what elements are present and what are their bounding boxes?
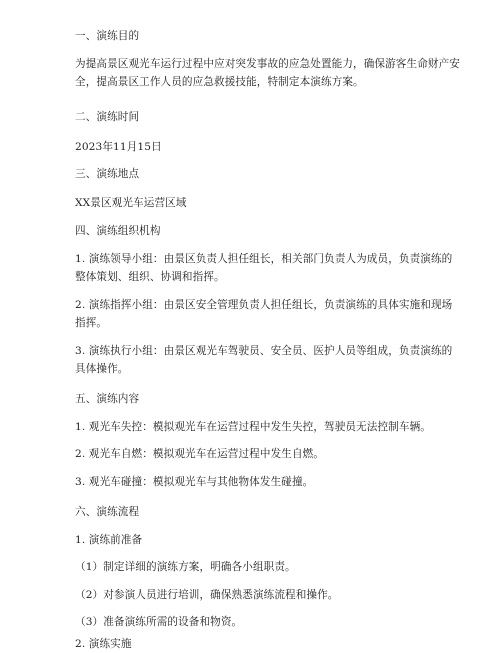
org-item-3-line-1: 3. 演练执行小组：由景区观光车驾驶员、安全员、医护人员等组成，负责演练的 [75,345,453,357]
drill-date: 2023年11月15日 [75,141,162,153]
drill-location: XX景区观光车运营区域 [75,197,187,209]
section-heading-location: 三、演练地点 [75,168,140,180]
org-item-1-line-1: 1. 演练领导小组：由景区负责人担任组长，相关部门负责人为成员，负责演练的 [75,253,453,265]
flow-step-1: 1. 演练前准备 [75,534,143,546]
content-item-3: 3. 观光车碰撞：模拟观光车与其他物体发生碰撞。 [75,476,314,488]
section-heading-content: 五、演练内容 [75,393,140,405]
content-item-2: 2. 观光车自燃：模拟观光车在运营过程中发生自燃。 [75,448,325,460]
org-item-1-line-2: 整体策划、组织、协调和指挥。 [75,271,225,283]
flow-step-1-c: （3）准备演练所需的设备和物资。 [75,616,243,628]
org-item-2-line-1: 2. 演练指挥小组：由景区安全管理负责人担任组长，负责演练的具体实施和现场 [75,299,453,311]
section-heading-organization: 四、演练组织机构 [75,225,161,237]
section-heading-purpose: 一、演练目的 [75,30,140,42]
section-heading-time: 二、演练时间 [75,111,140,123]
flow-step-2: 2. 演练实施 [75,638,132,650]
purpose-text-line-2: 全，提高景区工作人员的应急救援技能，特制定本演练方案。 [75,76,364,88]
content-item-1: 1. 观光车失控：模拟观光车在运营过程中发生失控，驾驶员无法控制车辆。 [75,421,431,433]
org-item-2-line-2: 指挥。 [75,317,108,329]
flow-step-1-b: （2）对参演人员进行培训，确保熟悉演练流程和操作。 [75,589,339,601]
purpose-text-line-1: 为提高景区观光车运行过程中应对突发事故的应急处置能力，确保游客生命财产安 [75,58,460,70]
section-heading-flow: 六、演练流程 [75,506,140,518]
org-item-3-line-2: 具体操作。 [75,363,129,375]
flow-step-1-a: （1）制定详细的演练方案，明确各小组职责。 [75,561,296,573]
